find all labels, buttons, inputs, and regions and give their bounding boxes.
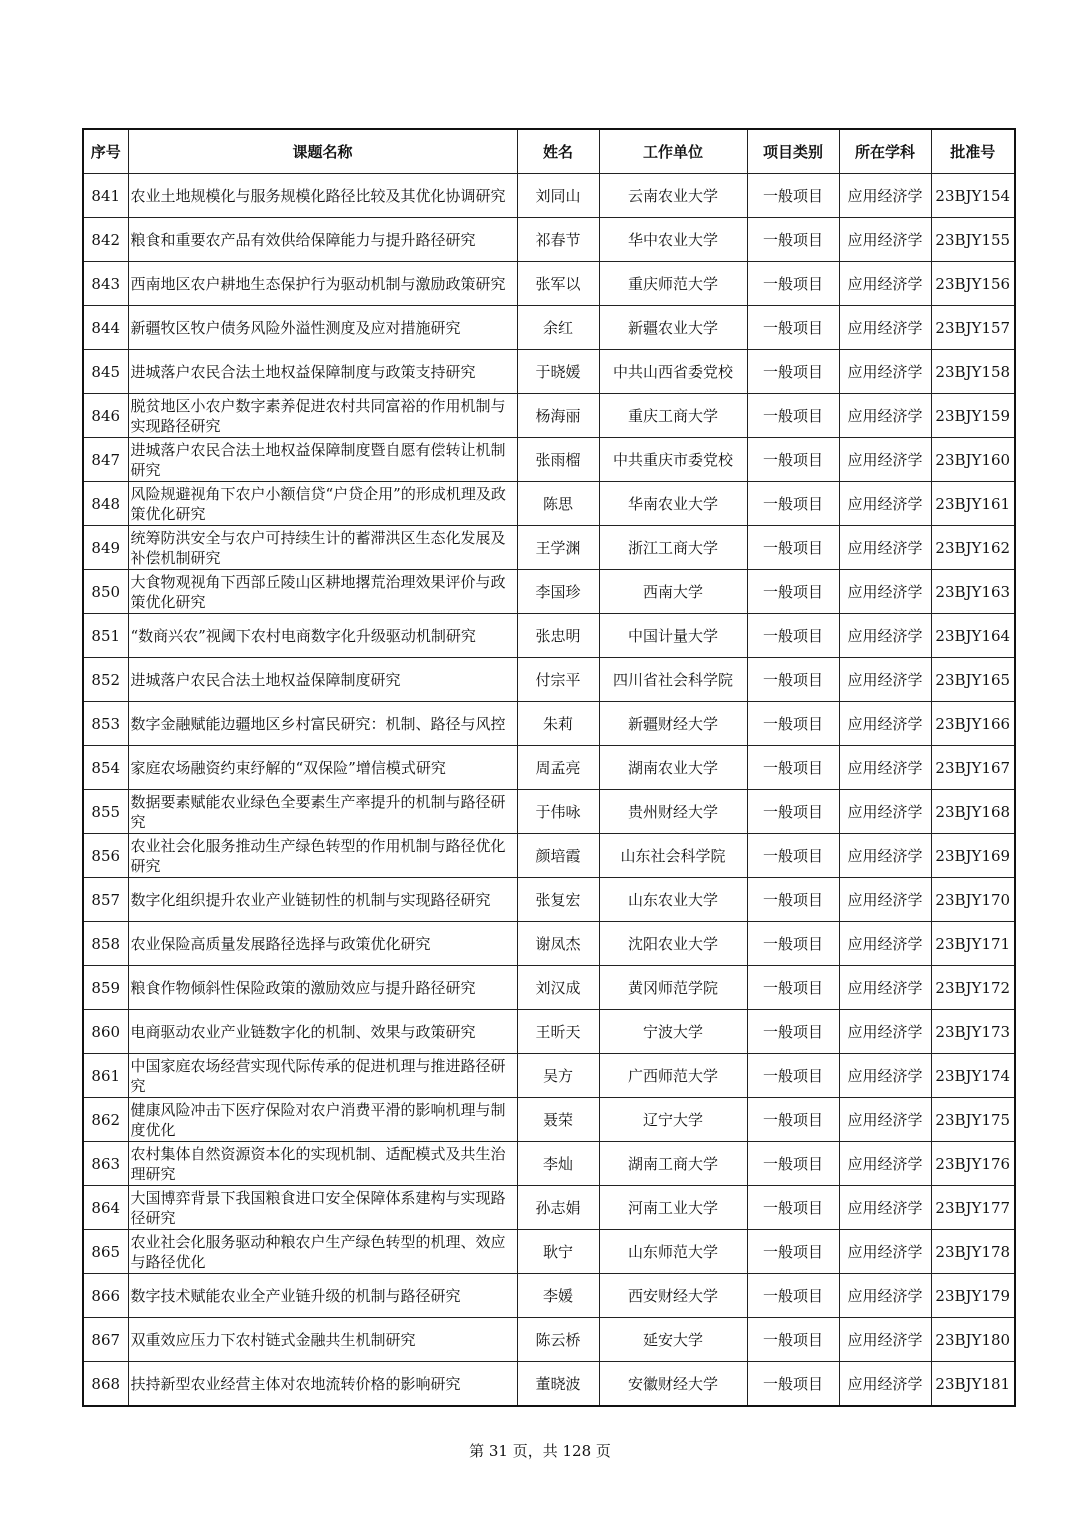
cell-name: 祁春节 (517, 218, 599, 262)
cell-index: 859 (83, 966, 128, 1010)
cell-unit: 中共山西省委党校 (599, 350, 747, 394)
cell-index: 858 (83, 922, 128, 966)
cell-discipline: 应用经济学 (839, 702, 931, 746)
cell-category: 一般项目 (747, 482, 839, 526)
cell-title: 农业社会化服务推动生产绿色转型的作用机制与路径优化研究 (128, 834, 517, 878)
cell-discipline: 应用经济学 (839, 1318, 931, 1362)
cell-index: 865 (83, 1230, 128, 1274)
cell-name: 李媛 (517, 1274, 599, 1318)
cell-approval-no: 23BJY162 (931, 526, 1015, 570)
cell-discipline: 应用经济学 (839, 834, 931, 878)
cell-index: 852 (83, 658, 128, 702)
cell-approval-no: 23BJY180 (931, 1318, 1015, 1362)
cell-title: 健康风险冲击下医疗保险对农户消费平滑的影响机理与制度优化 (128, 1098, 517, 1142)
cell-name: 付宗平 (517, 658, 599, 702)
cell-title: “数商兴农”视阈下农村电商数字化升级驱动机制研究 (128, 614, 517, 658)
cell-unit: 中国计量大学 (599, 614, 747, 658)
header-title: 课题名称 (128, 129, 517, 174)
table-row (83, 394, 1015, 438)
cell-title: 粮食和重要农产品有效供给保障能力与提升路径研究 (128, 218, 517, 262)
header-category: 项目类别 (747, 129, 839, 174)
cell-approval-no: 23BJY174 (931, 1054, 1015, 1098)
cell-title: 农业土地规模化与服务规模化路径比较及其优化协调研究 (128, 174, 517, 218)
cell-title: 数字金融赋能边疆地区乡村富民研究：机制、路径与风控 (128, 702, 517, 746)
cell-approval-no: 23BJY177 (931, 1186, 1015, 1230)
cell-title: 脱贫地区小农户数字素养促进农村共同富裕的作用机制与实现路径研究 (128, 394, 517, 438)
cell-discipline: 应用经济学 (839, 746, 931, 790)
table-row (83, 1362, 1015, 1407)
cell-name: 周孟亮 (517, 746, 599, 790)
cell-unit: 湖南农业大学 (599, 746, 747, 790)
table-row (83, 1098, 1015, 1142)
cell-discipline: 应用经济学 (839, 262, 931, 306)
cell-title: 大食物观视角下西部丘陵山区耕地撂荒治理效果评价与政策优化研究 (128, 570, 517, 614)
cell-unit: 宁波大学 (599, 1010, 747, 1054)
cell-name: 刘汉成 (517, 966, 599, 1010)
project-list-table (82, 128, 1016, 1407)
cell-unit: 浙江工商大学 (599, 526, 747, 570)
table-row (83, 482, 1015, 526)
cell-discipline: 应用经济学 (839, 526, 931, 570)
cell-index: 848 (83, 482, 128, 526)
cell-name: 杨海丽 (517, 394, 599, 438)
cell-name: 王学渊 (517, 526, 599, 570)
cell-approval-no: 23BJY173 (931, 1010, 1015, 1054)
cell-name: 张军以 (517, 262, 599, 306)
cell-unit: 延安大学 (599, 1318, 747, 1362)
cell-category: 一般项目 (747, 218, 839, 262)
cell-category: 一般项目 (747, 1054, 839, 1098)
table-row (83, 350, 1015, 394)
cell-unit: 山东农业大学 (599, 878, 747, 922)
cell-approval-no: 23BJY178 (931, 1230, 1015, 1274)
cell-index: 863 (83, 1142, 128, 1186)
cell-index: 861 (83, 1054, 128, 1098)
cell-index: 847 (83, 438, 128, 482)
cell-unit: 新疆财经大学 (599, 702, 747, 746)
cell-approval-no: 23BJY170 (931, 878, 1015, 922)
cell-unit: 重庆工商大学 (599, 394, 747, 438)
cell-discipline: 应用经济学 (839, 922, 931, 966)
cell-title: 数字技术赋能农业全产业链升级的机制与路径研究 (128, 1274, 517, 1318)
cell-title: 双重效应压力下农村链式金融共生机制研究 (128, 1318, 517, 1362)
cell-approval-no: 23BJY179 (931, 1274, 1015, 1318)
cell-name: 吴方 (517, 1054, 599, 1098)
cell-category: 一般项目 (747, 966, 839, 1010)
cell-name: 颜培霞 (517, 834, 599, 878)
cell-category: 一般项目 (747, 1010, 839, 1054)
cell-category: 一般项目 (747, 438, 839, 482)
cell-index: 849 (83, 526, 128, 570)
cell-name: 王昕天 (517, 1010, 599, 1054)
cell-unit: 湖南工商大学 (599, 1142, 747, 1186)
cell-index: 850 (83, 570, 128, 614)
cell-name: 陈云桥 (517, 1318, 599, 1362)
cell-approval-no: 23BJY156 (931, 262, 1015, 306)
cell-unit: 华南农业大学 (599, 482, 747, 526)
cell-category: 一般项目 (747, 790, 839, 834)
cell-discipline: 应用经济学 (839, 790, 931, 834)
cell-unit: 新疆农业大学 (599, 306, 747, 350)
cell-name: 李灿 (517, 1142, 599, 1186)
cell-discipline: 应用经济学 (839, 1010, 931, 1054)
cell-category: 一般项目 (747, 570, 839, 614)
table-row (83, 658, 1015, 702)
cell-index: 866 (83, 1274, 128, 1318)
cell-approval-no: 23BJY168 (931, 790, 1015, 834)
cell-unit: 西安财经大学 (599, 1274, 747, 1318)
table-row (83, 218, 1015, 262)
table-row (83, 1142, 1015, 1186)
cell-category: 一般项目 (747, 174, 839, 218)
cell-index: 856 (83, 834, 128, 878)
cell-unit: 安徽财经大学 (599, 1362, 747, 1407)
cell-name: 孙志娟 (517, 1186, 599, 1230)
cell-index: 864 (83, 1186, 128, 1230)
table-row (83, 570, 1015, 614)
cell-approval-no: 23BJY159 (931, 394, 1015, 438)
cell-index: 860 (83, 1010, 128, 1054)
cell-title: 数据要素赋能农业绿色全要素生产率提升的机制与路径研究 (128, 790, 517, 834)
header-approval-no: 批准号 (931, 129, 1015, 174)
cell-approval-no: 23BJY161 (931, 482, 1015, 526)
cell-approval-no: 23BJY181 (931, 1362, 1015, 1407)
cell-index: 841 (83, 174, 128, 218)
cell-discipline: 应用经济学 (839, 1142, 931, 1186)
header-index: 序号 (83, 129, 128, 174)
cell-category: 一般项目 (747, 1362, 839, 1407)
cell-name: 谢凤杰 (517, 922, 599, 966)
cell-unit: 黄冈师范学院 (599, 966, 747, 1010)
cell-category: 一般项目 (747, 262, 839, 306)
cell-category: 一般项目 (747, 1318, 839, 1362)
cell-category: 一般项目 (747, 1274, 839, 1318)
header-name: 姓名 (517, 129, 599, 174)
cell-category: 一般项目 (747, 1186, 839, 1230)
cell-approval-no: 23BJY176 (931, 1142, 1015, 1186)
cell-category: 一般项目 (747, 526, 839, 570)
cell-name: 张忠明 (517, 614, 599, 658)
cell-approval-no: 23BJY175 (931, 1098, 1015, 1142)
table-header-row (83, 129, 1015, 174)
table-row (83, 174, 1015, 218)
cell-discipline: 应用经济学 (839, 218, 931, 262)
table-row (83, 966, 1015, 1010)
cell-name: 董晓波 (517, 1362, 599, 1407)
cell-discipline: 应用经济学 (839, 878, 931, 922)
cell-index: 857 (83, 878, 128, 922)
cell-category: 一般项目 (747, 746, 839, 790)
cell-discipline: 应用经济学 (839, 966, 931, 1010)
cell-index: 855 (83, 790, 128, 834)
cell-discipline: 应用经济学 (839, 570, 931, 614)
table-row (83, 1274, 1015, 1318)
cell-discipline: 应用经济学 (839, 1186, 931, 1230)
cell-approval-no: 23BJY169 (931, 834, 1015, 878)
cell-title: 农业社会化服务驱动种粮农户生产绿色转型的机理、效应与路径优化 (128, 1230, 517, 1274)
cell-approval-no: 23BJY160 (931, 438, 1015, 482)
header-unit: 工作单位 (599, 129, 747, 174)
cell-unit: 山东师范大学 (599, 1230, 747, 1274)
cell-discipline: 应用经济学 (839, 1274, 931, 1318)
cell-category: 一般项目 (747, 394, 839, 438)
table-row (83, 1230, 1015, 1274)
table-row (83, 790, 1015, 834)
cell-unit: 贵州财经大学 (599, 790, 747, 834)
cell-category: 一般项目 (747, 878, 839, 922)
cell-title: 中国家庭农场经营实现代际传承的促进机理与推进路径研究 (128, 1054, 517, 1098)
cell-discipline: 应用经济学 (839, 350, 931, 394)
table-row (83, 922, 1015, 966)
cell-index: 867 (83, 1318, 128, 1362)
cell-category: 一般项目 (747, 834, 839, 878)
table-row (83, 526, 1015, 570)
cell-category: 一般项目 (747, 1098, 839, 1142)
cell-name: 陈思 (517, 482, 599, 526)
cell-category: 一般项目 (747, 702, 839, 746)
cell-name: 于伟咏 (517, 790, 599, 834)
cell-approval-no: 23BJY155 (931, 218, 1015, 262)
cell-discipline: 应用经济学 (839, 438, 931, 482)
cell-unit: 沈阳农业大学 (599, 922, 747, 966)
page-footer: 第 31 页，共 128 页 (469, 1442, 611, 1460)
cell-discipline: 应用经济学 (839, 658, 931, 702)
cell-discipline: 应用经济学 (839, 1362, 931, 1407)
cell-index: 846 (83, 394, 128, 438)
table-row (83, 306, 1015, 350)
cell-name: 李国珍 (517, 570, 599, 614)
cell-approval-no: 23BJY154 (931, 174, 1015, 218)
cell-title: 农村集体自然资源资本化的实现机制、适配模式及共生治理研究 (128, 1142, 517, 1186)
cell-title: 农业保险高质量发展路径选择与政策优化研究 (128, 922, 517, 966)
cell-discipline: 应用经济学 (839, 306, 931, 350)
cell-unit: 四川省社会科学院 (599, 658, 747, 702)
cell-unit: 中共重庆市委党校 (599, 438, 747, 482)
cell-approval-no: 23BJY172 (931, 966, 1015, 1010)
cell-index: 868 (83, 1362, 128, 1407)
cell-name: 朱莉 (517, 702, 599, 746)
cell-title: 进城落户农民合法土地权益保障制度研究 (128, 658, 517, 702)
cell-discipline: 应用经济学 (839, 1098, 931, 1142)
cell-name: 聂荣 (517, 1098, 599, 1142)
cell-discipline: 应用经济学 (839, 1054, 931, 1098)
cell-category: 一般项目 (747, 1142, 839, 1186)
cell-index: 845 (83, 350, 128, 394)
cell-discipline: 应用经济学 (839, 1230, 931, 1274)
cell-name: 张复宏 (517, 878, 599, 922)
cell-index: 851 (83, 614, 128, 658)
table-row (83, 1010, 1015, 1054)
cell-title: 风险规避视角下农户小额信贷“户贷企用”的形成机理及政策优化研究 (128, 482, 517, 526)
cell-index: 853 (83, 702, 128, 746)
cell-approval-no: 23BJY171 (931, 922, 1015, 966)
cell-discipline: 应用经济学 (839, 174, 931, 218)
cell-category: 一般项目 (747, 1230, 839, 1274)
cell-index: 842 (83, 218, 128, 262)
table-row (83, 834, 1015, 878)
table-row (83, 438, 1015, 482)
table-row (83, 1054, 1015, 1098)
cell-name: 余红 (517, 306, 599, 350)
cell-index: 862 (83, 1098, 128, 1142)
cell-approval-no: 23BJY165 (931, 658, 1015, 702)
cell-discipline: 应用经济学 (839, 614, 931, 658)
cell-approval-no: 23BJY158 (931, 350, 1015, 394)
cell-approval-no: 23BJY167 (931, 746, 1015, 790)
cell-title: 电商驱动农业产业链数字化的机制、效果与政策研究 (128, 1010, 517, 1054)
table-row (83, 878, 1015, 922)
cell-index: 843 (83, 262, 128, 306)
cell-unit: 山东社会科学院 (599, 834, 747, 878)
cell-title: 进城落户农民合法土地权益保障制度暨自愿有偿转让机制研究 (128, 438, 517, 482)
cell-title: 进城落户农民合法土地权益保障制度与政策支持研究 (128, 350, 517, 394)
cell-approval-no: 23BJY164 (931, 614, 1015, 658)
cell-discipline: 应用经济学 (839, 394, 931, 438)
cell-name: 张雨榴 (517, 438, 599, 482)
table-row (83, 1318, 1015, 1362)
cell-category: 一般项目 (747, 658, 839, 702)
cell-name: 耿宁 (517, 1230, 599, 1274)
cell-index: 844 (83, 306, 128, 350)
table-row (83, 746, 1015, 790)
table-row (83, 702, 1015, 746)
table-row (83, 262, 1015, 306)
cell-title: 新疆牧区牧户债务风险外溢性测度及应对措施研究 (128, 306, 517, 350)
cell-name: 刘同山 (517, 174, 599, 218)
cell-name: 于晓媛 (517, 350, 599, 394)
cell-title: 大国博弈背景下我国粮食进口安全保障体系建构与实现路径研究 (128, 1186, 517, 1230)
cell-unit: 广西师范大学 (599, 1054, 747, 1098)
cell-approval-no: 23BJY163 (931, 570, 1015, 614)
cell-unit: 辽宁大学 (599, 1098, 747, 1142)
cell-title: 扶持新型农业经营主体对农地流转价格的影响研究 (128, 1362, 517, 1407)
cell-unit: 西南大学 (599, 570, 747, 614)
cell-approval-no: 23BJY166 (931, 702, 1015, 746)
cell-category: 一般项目 (747, 922, 839, 966)
cell-category: 一般项目 (747, 614, 839, 658)
cell-unit: 重庆师范大学 (599, 262, 747, 306)
cell-title: 数字化组织提升农业产业链韧性的机制与实现路径研究 (128, 878, 517, 922)
cell-discipline: 应用经济学 (839, 482, 931, 526)
cell-title: 西南地区农户耕地生态保护行为驱动机制与激励政策研究 (128, 262, 517, 306)
cell-category: 一般项目 (747, 306, 839, 350)
table-row (83, 614, 1015, 658)
cell-title: 统筹防洪安全与农户可持续生计的蓄滞洪区生态化发展及补偿机制研究 (128, 526, 517, 570)
cell-unit: 云南农业大学 (599, 174, 747, 218)
cell-approval-no: 23BJY157 (931, 306, 1015, 350)
cell-title: 家庭农场融资约束纾解的“双保险”增信模式研究 (128, 746, 517, 790)
cell-category: 一般项目 (747, 350, 839, 394)
header-discipline: 所在学科 (839, 129, 931, 174)
cell-title: 粮食作物倾斜性保险政策的激励效应与提升路径研究 (128, 966, 517, 1010)
table-row (83, 1186, 1015, 1230)
cell-unit: 华中农业大学 (599, 218, 747, 262)
cell-unit: 河南工业大学 (599, 1186, 747, 1230)
cell-index: 854 (83, 746, 128, 790)
